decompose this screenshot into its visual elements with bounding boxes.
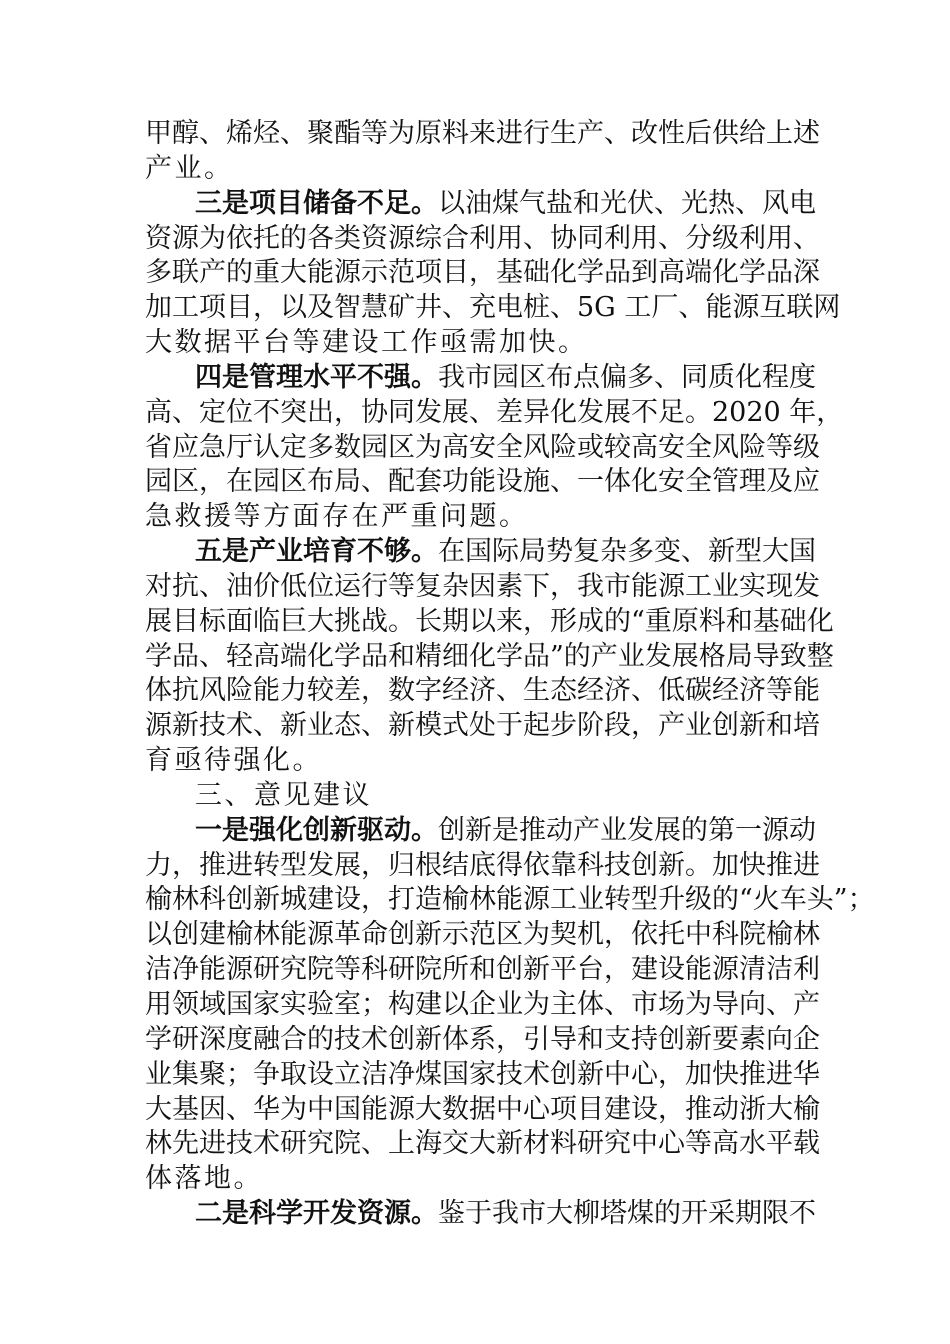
text-line [145,604,834,639]
text-line [145,952,820,987]
text-line [195,534,816,569]
paragraph-lead-heading: 一是强化创新驱动。 [195,814,438,846]
paragraph-text: 高、定位不突出，协同发展、差异化发展不足。2020 年， [145,396,844,428]
paragraph-text: 园区，在园区布局、配套功能设施、一体化安全管理及应 [145,466,820,498]
text-line [145,464,820,499]
text-line [145,987,820,1022]
text-line [145,1057,820,1092]
paragraph-text: 力，推进转型发展，归根结底得依靠科技创新。加快推进 [145,849,820,881]
paragraph-lead-heading: 二是科学开发资源。 [195,1198,438,1230]
paragraph-text: 洁净能源研究院等科研院所和创新平台，建设能源清洁利 [145,954,820,986]
paragraph-text: 育亟待强化。 [145,745,322,777]
paragraph-lead-heading: 五是产业培育不够。 [195,536,438,568]
paragraph-text: 产业。 [145,152,234,184]
text-line [145,848,820,883]
text-line [145,1022,820,1057]
paragraph-lead-heading: 四是管理水平不强。 [195,361,438,393]
paragraph-text: 多联产的重大能源示范项目，基础化学品到高端化学品深 [145,257,820,289]
text-line [145,569,820,604]
paragraph-text: 业集聚；争取设立洁净煤国家技术创新中心，加快推进华 [145,1058,820,1090]
paragraph-text: 榆林科创新城建设，打造榆林能源工业转型升级的“火车头”； [145,884,875,916]
paragraph-text: 展目标面临巨大挑战。长期以来，形成的“重原料和基础化 [145,605,834,637]
text-line [195,778,805,813]
paragraph-text: 学品、轻高端化学品和精细化学品”的产业发展格局导致整 [145,640,834,672]
paragraph-text: 三、意见建议 [195,779,372,811]
paragraph-text: 创新是推动产业发展的第一源动 [438,814,816,846]
paragraph-text: 以油煤气盐和光伏、光热、风电 [438,187,816,219]
paragraph-text: 急救援等方面存在严重问题。 [145,501,529,533]
text-line [195,813,816,848]
text-line [145,151,805,186]
text-line [145,882,875,917]
text-line [145,290,841,325]
text-line [145,1092,820,1127]
paragraph-text: 体抗风险能力较差，数字经济、生态经济、低碳经济等能 [145,675,820,707]
paragraph-text: 用领域国家实验室；构建以企业为主体、市场为导向、产 [145,989,820,1020]
paragraph-text: 源新技术、新业态、新模式处于起步阶段，产业创新和培 [145,710,820,742]
text-line [145,639,834,674]
paragraph-text: 在国际局势复杂多变、新型大国 [438,536,816,568]
text-line [145,499,805,534]
text-line [145,1126,820,1161]
paragraph-text: 大基因、华为中国能源大数据中心项目建设，推动浙大榆 [145,1093,820,1125]
text-line [195,360,816,395]
paragraph-text: 体落地。 [145,1163,263,1195]
paragraph-text: 加工项目，以及智慧矿井、充电桩、5G 工厂、能源互联网 [145,292,841,324]
paragraph-text: 甲醇、烯烃、聚酯等为原料来进行生产、改性后供给上述 [145,118,820,149]
text-line [145,673,820,708]
text-line [145,395,844,430]
text-line [145,325,805,360]
paragraph-text: 学研深度融合的技术创新体系，引导和支持创新要素向企 [145,1023,820,1055]
paragraph-text: 省应急厅认定多数园区为高安全风险或较高安全风险等级 [145,431,820,463]
paragraph-text: 对抗、油价低位运行等复杂因素下，我市能源工业实现发 [145,570,820,602]
paragraph-text: 资源为依托的各类资源综合利用、协同利用、分级利用、 [145,222,820,254]
text-line [145,221,820,256]
text-line [195,1196,816,1231]
paragraph-text: 大数据平台等建设工作亟需加快。 [145,327,588,359]
text-line [145,743,805,778]
text-line [145,430,820,465]
paragraph-text: 我市园区布点偏多、同质化程度 [438,361,816,393]
text-line [195,186,816,221]
text-line [145,1161,805,1196]
paragraph-lead-heading: 三是项目储备不足。 [195,187,438,219]
paragraph-text: 以创建榆林能源革命创新示范区为契机，依托中科院榆林 [145,919,820,951]
text-line [145,917,820,952]
text-line [145,255,820,290]
paragraph-text: 鉴于我市大柳塔煤的开采期限不 [438,1198,816,1230]
text-line [145,116,820,151]
text-line [145,708,820,743]
paragraph-text: 林先进技术研究院、上海交大新材料研究中心等高水平载 [145,1128,820,1160]
